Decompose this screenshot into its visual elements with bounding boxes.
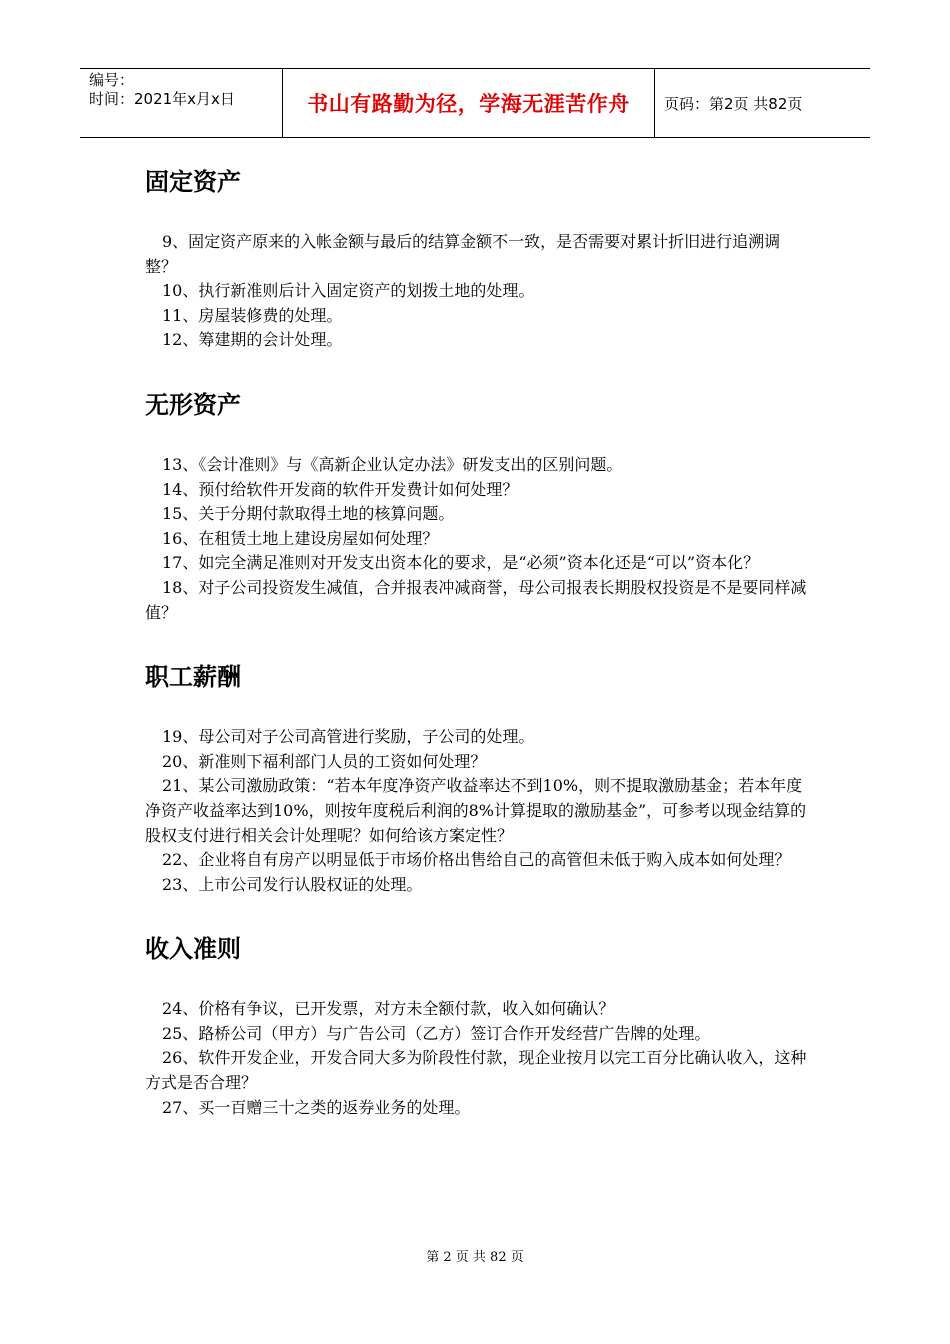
section-items [145,453,810,625]
list-item: 16、在租赁土地上建设房屋如何处理？ [162,528,439,548]
list-item: 11、房屋装修费的处理。 [162,305,343,325]
list-item: 23、上市公司发行认股权证的处理。 [162,874,423,894]
page-footer: 第 2 页 共 82 页 [426,1250,524,1265]
section-items [145,997,810,1120]
list-item: 18、对子公司投资发生减值，合并报表冲减商誉，母公司报表长期股权投资是不是要同样减值？ [145,577,807,622]
section-title-employee-compensation: 职工薪酬 [145,663,241,692]
section-title-revenue-standard: 收入准则 [145,935,241,964]
number-label: 编号： [89,71,135,89]
list-item: 17、如完全满足准则对开发支出资本化的要求，是“必须”资本化还是“可以”资本化？ [162,553,760,573]
list-item: 14、预付给软件开发商的软件开发费计如何处理？ [162,479,519,499]
list-item: 21、某公司激励政策：“若本年度净资产收益率达不到10%，则不提取激励基金；若本年度净资产收益率达到10%，则按年度税后利润的8%计算提取的激励基金”，可参考以现金结算的股权支付进行相关会计处理呢？如何给该方案定性？ [145,776,807,845]
list-item: 12、筹建期的会计处理。 [162,330,343,350]
header-meta-cell [80,69,283,137]
list-item: 26、软件开发企业，开发合同大多为阶段性付款，现企业按月以完工百分比确认收入，这种方式是否合理？ [145,1048,807,1093]
list-item: 22、企业将自有房产以明显低于市场价格出售给自己的高管但未低于购入成本如何处理？ [162,850,791,870]
list-item: 19、母公司对子公司高管进行奖励，子公司的处理。 [162,727,535,747]
page-header [80,68,870,138]
list-item: 24、价格有争议，已开发票，对方未全额付款，收入如何确认？ [162,999,615,1019]
section-title-intangible-assets: 无形资产 [145,390,241,419]
list-item: 13、《会计准则》与《高新企业认定办法》研发支出的区别问题。 [162,454,623,474]
header-motto: 书山有路勤为径，学海无涯苦作舟 [283,69,655,137]
time-label: 时间：2021年x月x日 [89,90,235,108]
document-body [145,160,810,1120]
list-item: 9、固定资产原来的入帐金额与最后的结算金额不一致，是否需要对累计折旧进行追溯调整？ [145,232,781,276]
section-items [145,230,810,353]
list-item: 20、新准则下福利部门人员的工资如何处理？ [162,751,487,771]
header-page-info: 页码：第2页 共82页 [664,94,803,113]
section-title-fixed-assets: 固定资产 [145,168,241,196]
list-item: 10、执行新准则后计入固定资产的划拨土地的处理。 [162,281,535,301]
list-item: 27、买一百赠三十之类的返券业务的处理。 [162,1097,471,1117]
list-item: 25、路桥公司（甲方）与广告公司（乙方）签订合作开发经营广告牌的处理。 [162,1023,711,1043]
section-items [145,725,810,897]
list-item: 15、关于分期付款取得土地的核算问题。 [162,504,455,524]
